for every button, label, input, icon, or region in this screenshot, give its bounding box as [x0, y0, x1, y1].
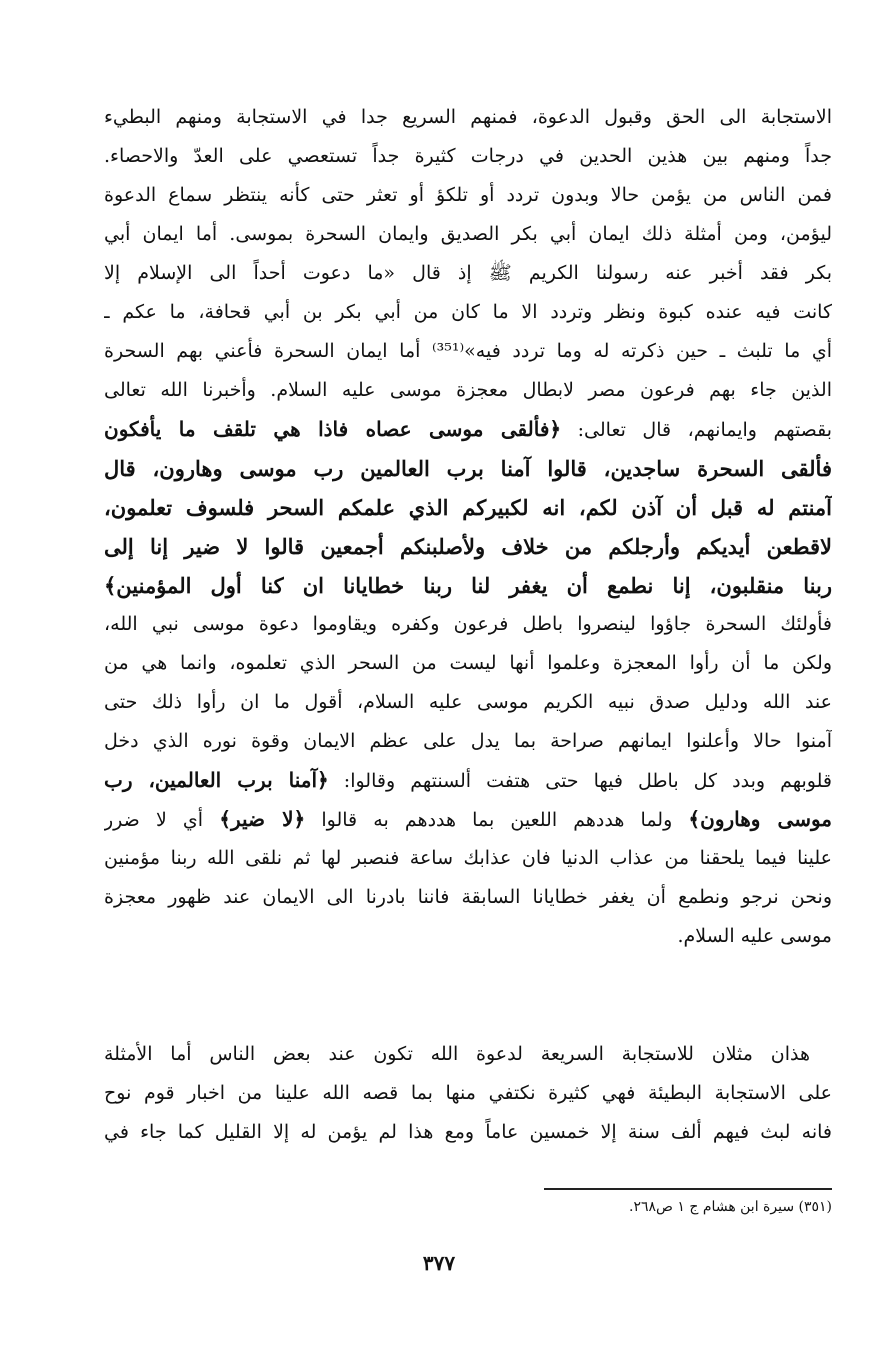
text-segment: ولما هددهم اللعين بما هددهم به قالوا — [305, 809, 689, 831]
text-line: فأولئك السحرة جاؤوا لينصروا باطل فرعون وكفره ويقاوموا دعوة موسى نبي الله، — [104, 613, 832, 635]
quran-quote: موسى وهارون﴾ — [688, 807, 832, 831]
text-line-with-quran — [104, 800, 832, 839]
quran-quote: ﴿لا ضير﴾ — [219, 807, 306, 831]
quran-line: فألقى السحرة ساجدين، قالوا آمنا برب العالمين رب موسى وهارون، قال — [104, 456, 832, 481]
text-line: فمن الناس من يؤمن حالا وبدون تردد أو تلكؤ أو تعثر حتى كأنه ينتظر سماع الدعوة — [104, 184, 832, 206]
text-line: هذان مثلان للاستجابة السريعة لدعوة الله تكون عند بعض الناس أما الأمثلة — [104, 1043, 810, 1065]
text-line: ولكن ما أن رأوا المعجزة وعلموا أنها ليست من السحر الذي تعلموه، وانما هي من — [104, 652, 832, 674]
text-line: على الاستجابة البطيئة فهي كثيرة نكتفي منها بما قصه الله علينا من اخبار قوم نوح — [104, 1082, 832, 1104]
page-number: ٣٧٧ — [422, 1251, 456, 1275]
text-segment: قلوبهم وبدد كل باطل فيها حتى هتفت ألسنتهم وقالوا: — [328, 770, 832, 792]
text-line: أي ما تلبث ـ حين ذكرته له وما تردد فيه»⁽³⁵¹⁾ أما ايمان السحرة فأعني بهم السحرة — [104, 340, 832, 362]
main-paragraph — [104, 98, 832, 956]
text-line: جداً ومنهم بين هذين الحدين في درجات كثيرة جداً تستعصي على العدّ والاحصاء. — [104, 145, 832, 167]
text-segment: بقصتهم وايمانهم، قال تعالى: — [561, 419, 832, 441]
text-segment: أي لا ضرر — [104, 809, 220, 831]
quran-line: آمنتم له قبل أن آذن لكم، انه لكبيركم الذي علمكم السحر فلسوف تعلمون، — [104, 495, 832, 520]
quran-line: لاقطعن أيديكم وأرجلكم من خلاف ولأصلبنكم أجمعين قالوا لا ضير إنا إلى — [104, 534, 832, 559]
text-line: الاستجابة الى الحق وقبول الدعوة، فمنهم السريع جدا في الاستجابة ومنهم البطيء — [104, 106, 832, 128]
text-line: كانت فيه عنده كبوة ونظر وتردد الا ما كان من أبي بكر بن أبي قحافة، ما عكم ـ — [104, 301, 832, 323]
text-line: عند الله ودليل صدق نبيه الكريم موسى عليه السلام، أقول ما ان رأوا ذلك حتى — [104, 691, 832, 713]
footnote: (٣٥١) سيرة ابن هشام ج ١ ص٢٦٨. — [629, 1199, 832, 1215]
text-line: آمنوا حالا وأعلنوا ايمانهم صراحة بما يدل على عظم الايمان وقوة نوره الذي دخل — [104, 730, 832, 752]
text-line: ونحن نرجو ونطمع أن يغفر خطايانا السابقة فاننا بادرنا الى الايمان عند ظهور معجزة — [104, 886, 832, 908]
quran-quote: ﴿فألقى موسى عصاه فاذا هي تلقف ما يأفكون — [104, 417, 562, 441]
footnote-divider — [544, 1188, 832, 1190]
text-line-with-quran-start — [104, 410, 832, 449]
text-line: بكر فقد أخبر عنه رسولنا الكريم ﷺ إذ قال «ما دعوت أحداً الى الإسلام إلا — [104, 262, 832, 284]
text-line-with-quran-start — [104, 761, 832, 800]
text-line: ليؤمن، ومن أمثلة ذلك ايمان أبي بكر الصديق وايمان السحرة بموسى. أما ايمان أبي — [104, 223, 832, 245]
text-line: علينا فيما يلحقنا من عذاب الدنيا فان عذابك ساعة فنصبر لها ثم نلقى الله ربنا مؤمنين — [104, 847, 832, 869]
text-line: الذين جاء بهم فرعون مصر لابطال معجزة موسى عليه السلام. وأخبرنا الله تعالى — [104, 379, 832, 401]
text-line: موسى عليه السلام. — [677, 925, 832, 947]
text-line: فانه لبث فيهم ألف سنة إلا خمسين عاماً ومع هذا لم يؤمن له إلا القليل كما جاء في — [104, 1121, 832, 1143]
quran-line: ربنا منقلبون، إنا نطمع أن يغفر لنا ربنا خطايانا ان كنا أول المؤمنين﴾ — [104, 573, 832, 598]
quran-quote: ﴿آمنا برب العالمين، رب — [104, 768, 329, 792]
second-paragraph — [104, 1035, 832, 1152]
